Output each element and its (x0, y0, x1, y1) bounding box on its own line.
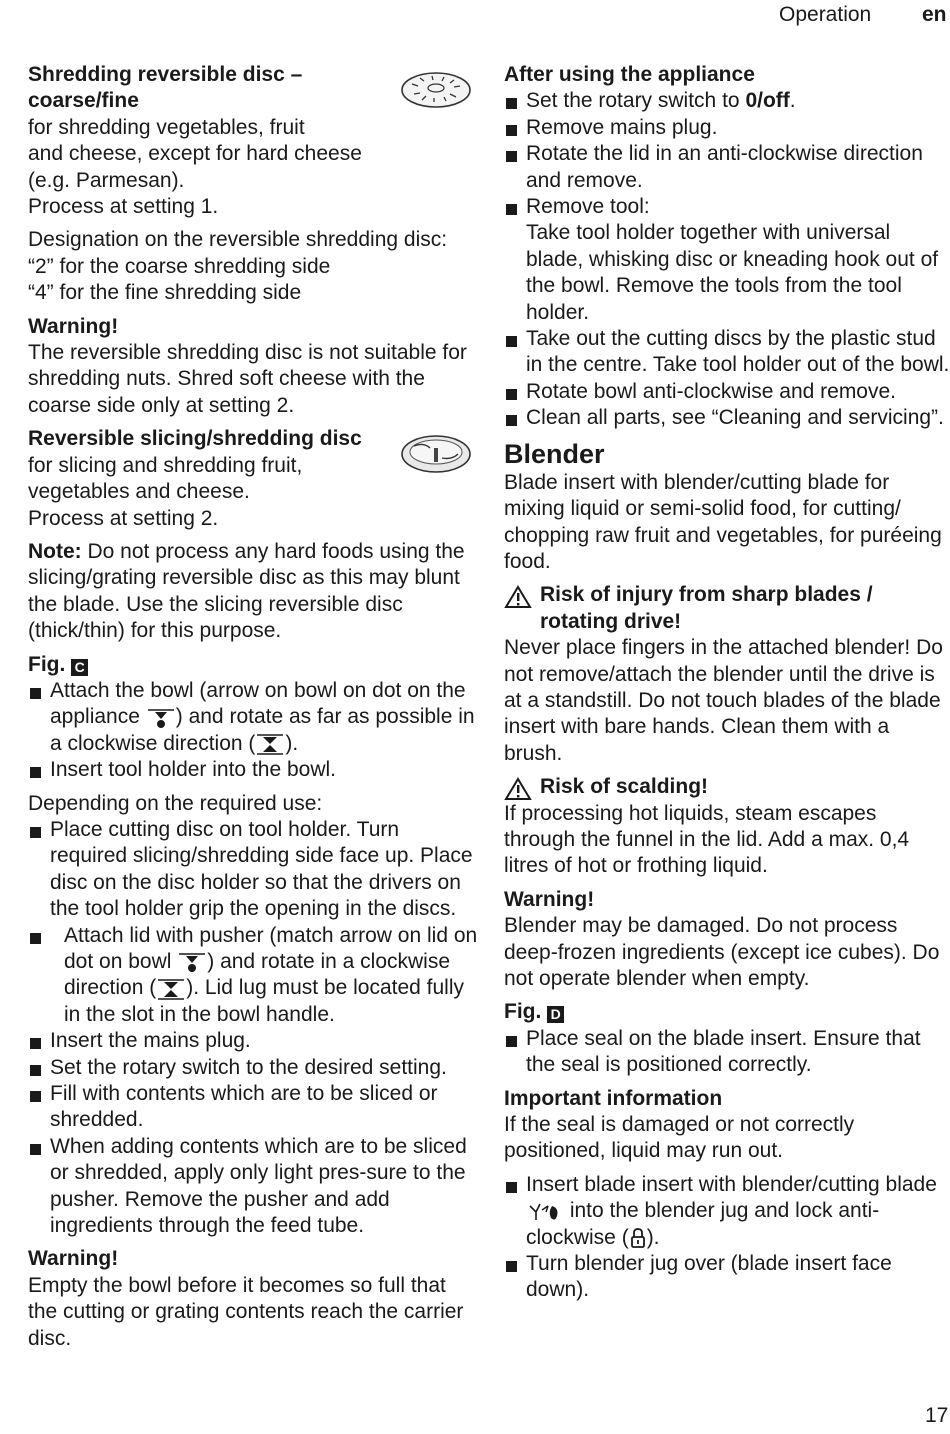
warning-triangle-icon (504, 585, 532, 609)
list-item: Take out the cutting discs by the plastic stud in the centre. Take tool holder out of the bowl. (504, 326, 950, 379)
page-number: 17 (925, 1404, 949, 1427)
after-use-list (504, 88, 950, 431)
blade-insert-steps-list (504, 1172, 950, 1304)
list-item: Set the rotary switch to the desired setting. (28, 1055, 478, 1081)
clockwise-lock-arrows-icon (156, 977, 186, 1001)
risk-injury-heading: Risk of injury from sharp blades / rotating drive! (504, 582, 950, 635)
list-item: Remove mains plug. (504, 115, 950, 141)
list-item: Remove tool: Take tool holder together with universal blade, whisking disc or kneading hook out of the bowl. Remove the tools from the tool holder. (504, 194, 950, 326)
arrow-dot-align-icon (177, 950, 207, 974)
list-item: Turn blender jug over (blade insert face down). (504, 1251, 950, 1304)
list-item: Attach lid with pusher (match arrow on lid on dot on bowl ) and rotate in a clockwise direction ( ). Lid lug must be located fully in the slot in the bowl handle. (28, 923, 478, 1029)
list-item: Rotate the lid in an anti-clockwise direction and remove. (504, 141, 950, 194)
shredding-disc-setting: Process at setting 1. (28, 195, 219, 219)
list-item: Insert tool holder into the bowl. (28, 757, 478, 783)
left-column (28, 62, 478, 1352)
language-code: en (922, 3, 947, 26)
shredding-disc-desc-line: (e.g. Parmesan). (28, 168, 185, 192)
slicing-disc-title: Reversible slicing/shredding disc (28, 427, 362, 451)
right-column (504, 62, 950, 1304)
page-header (0, 2, 950, 32)
list-item: When adding contents which are to be sliced or shredded, apply only light pres-sure to the pusher. Remove the pusher and add ingredients through the feed tube. (28, 1134, 478, 1240)
note-text: Do not process any hard foods using the slicing/grating reversible disc as this may blunt the blade. Use the slicing reversible disc (thick/thin) for this purpose. (28, 539, 465, 643)
warning-heading: Warning! (28, 1247, 119, 1271)
list-item: Attach the bowl (arrow on bowl on dot on the appliance ) and rotate as far as possible in a clockwise direction ( ). (28, 678, 478, 757)
warning-text: Blender may be damaged. Do not process deep-frozen ingredients (except ice cubes). Do not operate blender when empty. (504, 914, 940, 990)
list-item: Place seal on the blade insert. Ensure that the seal is positioned correctly. (504, 1026, 950, 1079)
slicing-disc-setting: Process at setting 2. (28, 506, 219, 530)
figure-reference (28, 652, 478, 678)
warning-text: Empty the bowl before it becomes so full that the cutting or grating contents reach the carrier disc. (28, 1273, 464, 1350)
list-item: Insert blade insert with blender/cutting blade into the blender jug and lock anti-clockwise ( ). (504, 1172, 950, 1251)
list-item: Set the rotary switch to 0/off. (504, 88, 950, 114)
warning-triangle-icon (504, 777, 532, 801)
list-item: Clean all parts, see “Cleaning and servicing”. (504, 405, 950, 431)
depending-text: Depending on the required use: (28, 791, 323, 815)
seal-steps-list (504, 1026, 950, 1079)
blender-blade-icon (526, 1200, 564, 1224)
designation-line: “4” for the fine shredding side (28, 281, 302, 305)
list-item: Rotate bowl anti-clockwise and remove. (504, 379, 950, 405)
figure-label: Fig. (504, 1000, 542, 1024)
figure-letter-badge: C (71, 659, 88, 676)
padlock-icon (629, 1226, 647, 1250)
shredding-disc-desc-line: for shredding vegetables, fruit (28, 115, 305, 139)
blender-description: Blade insert with blender/cutting blade for mixing liquid or semi-solid food, for cutting/ chopping raw fruit and vegetables, for puréeing food. (504, 470, 942, 573)
note-paragraph (28, 539, 478, 645)
risk-injury-text: Never place fingers in the attached blender! Do not remove/attach the blender until the drive is at a standstill. Do not touch blades of the blade insert with bare hands. Clean them with a brush. (504, 636, 943, 765)
warning-text: The reversible shredding disc is not suitable for shredding nuts. Shred soft cheese with the coarse side only at setting 2. (28, 341, 467, 417)
list-item: Place cutting disc on tool holder. Turn required slicing/shredding side face up. Place disc on the disc holder so that the drivers on the tool holder grip the opening in the discs. (28, 817, 478, 923)
after-use-heading: After using the appliance (504, 63, 755, 86)
use-steps-list (28, 817, 478, 1240)
note-label: Note: (28, 539, 82, 563)
risk-scalding-heading: Risk of scalding! (504, 774, 950, 800)
warning-heading: Warning! (504, 887, 595, 911)
figure-label: Fig. (28, 652, 66, 676)
slicing-disc-desc-line: vegetables and cheese. (28, 480, 250, 504)
list-item: Insert the mains plug. (28, 1028, 478, 1054)
slicing-disc-desc-line: for slicing and shredding fruit, (28, 453, 303, 477)
list-item: Fill with contents which are to be sliced or shredded. (28, 1081, 478, 1134)
clockwise-lock-arrows-icon (255, 732, 285, 756)
important-text: If the seal is damaged or not correctly positioned, liquid may run out. (504, 1113, 855, 1163)
designation-line: “2” for the coarse shredding side (28, 254, 331, 278)
blender-heading: Blender (504, 438, 605, 469)
figure-reference (504, 999, 950, 1025)
shredding-disc-title: Shredding reversible disc – coarse/fine (28, 63, 303, 113)
section-title: Operation (779, 3, 872, 26)
warning-heading: Warning! (28, 314, 119, 338)
switch-setting: 0/off (745, 89, 790, 113)
figure-letter-badge: D (547, 1006, 564, 1023)
shredding-disc-desc-line: and cheese, except for hard cheese (28, 142, 362, 166)
important-heading: Important information (504, 1086, 723, 1110)
risk-scalding-text: If processing hot liquids, steam escapes through the funnel in the lid. Add a max. 0,4 litres of hot or frothing liquid. (504, 801, 910, 878)
arrow-dot-align-icon (146, 706, 176, 730)
designation-line: Designation on the reversible shredding disc: (28, 228, 448, 252)
assembly-steps-list (28, 678, 478, 784)
